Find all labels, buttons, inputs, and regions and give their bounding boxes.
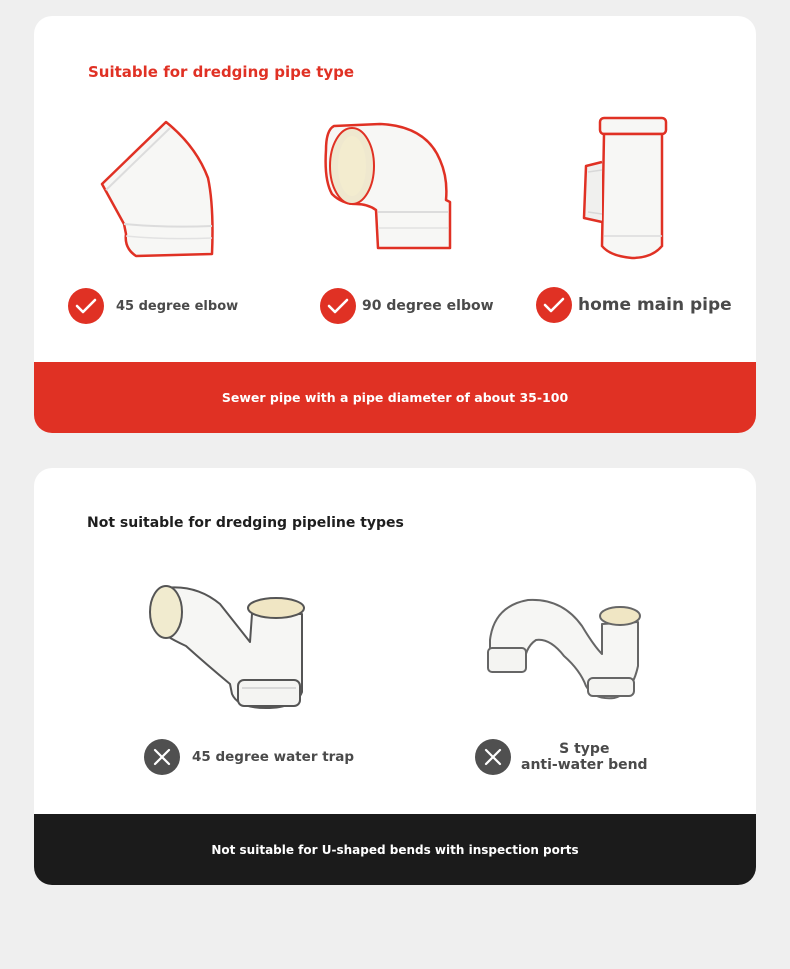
main-pipe-image (580, 116, 670, 261)
item-label: 45 degree water trap (192, 749, 355, 765)
not-suitable-card (34, 468, 756, 885)
item-label: 45 degree elbow (116, 298, 239, 314)
elbow-45-image (96, 116, 226, 261)
x-icon (475, 739, 511, 775)
item-90-elbow (320, 288, 494, 324)
item-main-pipe (536, 287, 732, 323)
item-s-bend (475, 739, 648, 775)
check-icon (536, 287, 572, 323)
suitable-title: Suitable for dredging pipe type (88, 63, 355, 81)
suitable-banner: Sewer pipe with a pipe diameter of about 35-100 (34, 362, 756, 433)
item-label: home main pipe (578, 295, 732, 315)
elbow-90-image (322, 120, 454, 252)
item-45-elbow (68, 288, 238, 324)
not-suitable-banner: Not suitable for U-shaped bends with inspection ports (34, 814, 756, 885)
not-suitable-title: Not suitable for dredging pipeline types (87, 515, 404, 531)
item-water-trap (144, 739, 354, 775)
s-bend-image (484, 596, 644, 702)
suitable-card (34, 16, 756, 433)
check-icon (68, 288, 104, 324)
item-label-line1: S type (559, 741, 610, 757)
item-label-line2: anti-water bend (521, 757, 648, 773)
item-label: 90 degree elbow (362, 298, 494, 314)
item-label (521, 741, 648, 773)
check-icon (320, 288, 356, 324)
water-trap-image (146, 584, 308, 712)
x-icon (144, 739, 180, 775)
